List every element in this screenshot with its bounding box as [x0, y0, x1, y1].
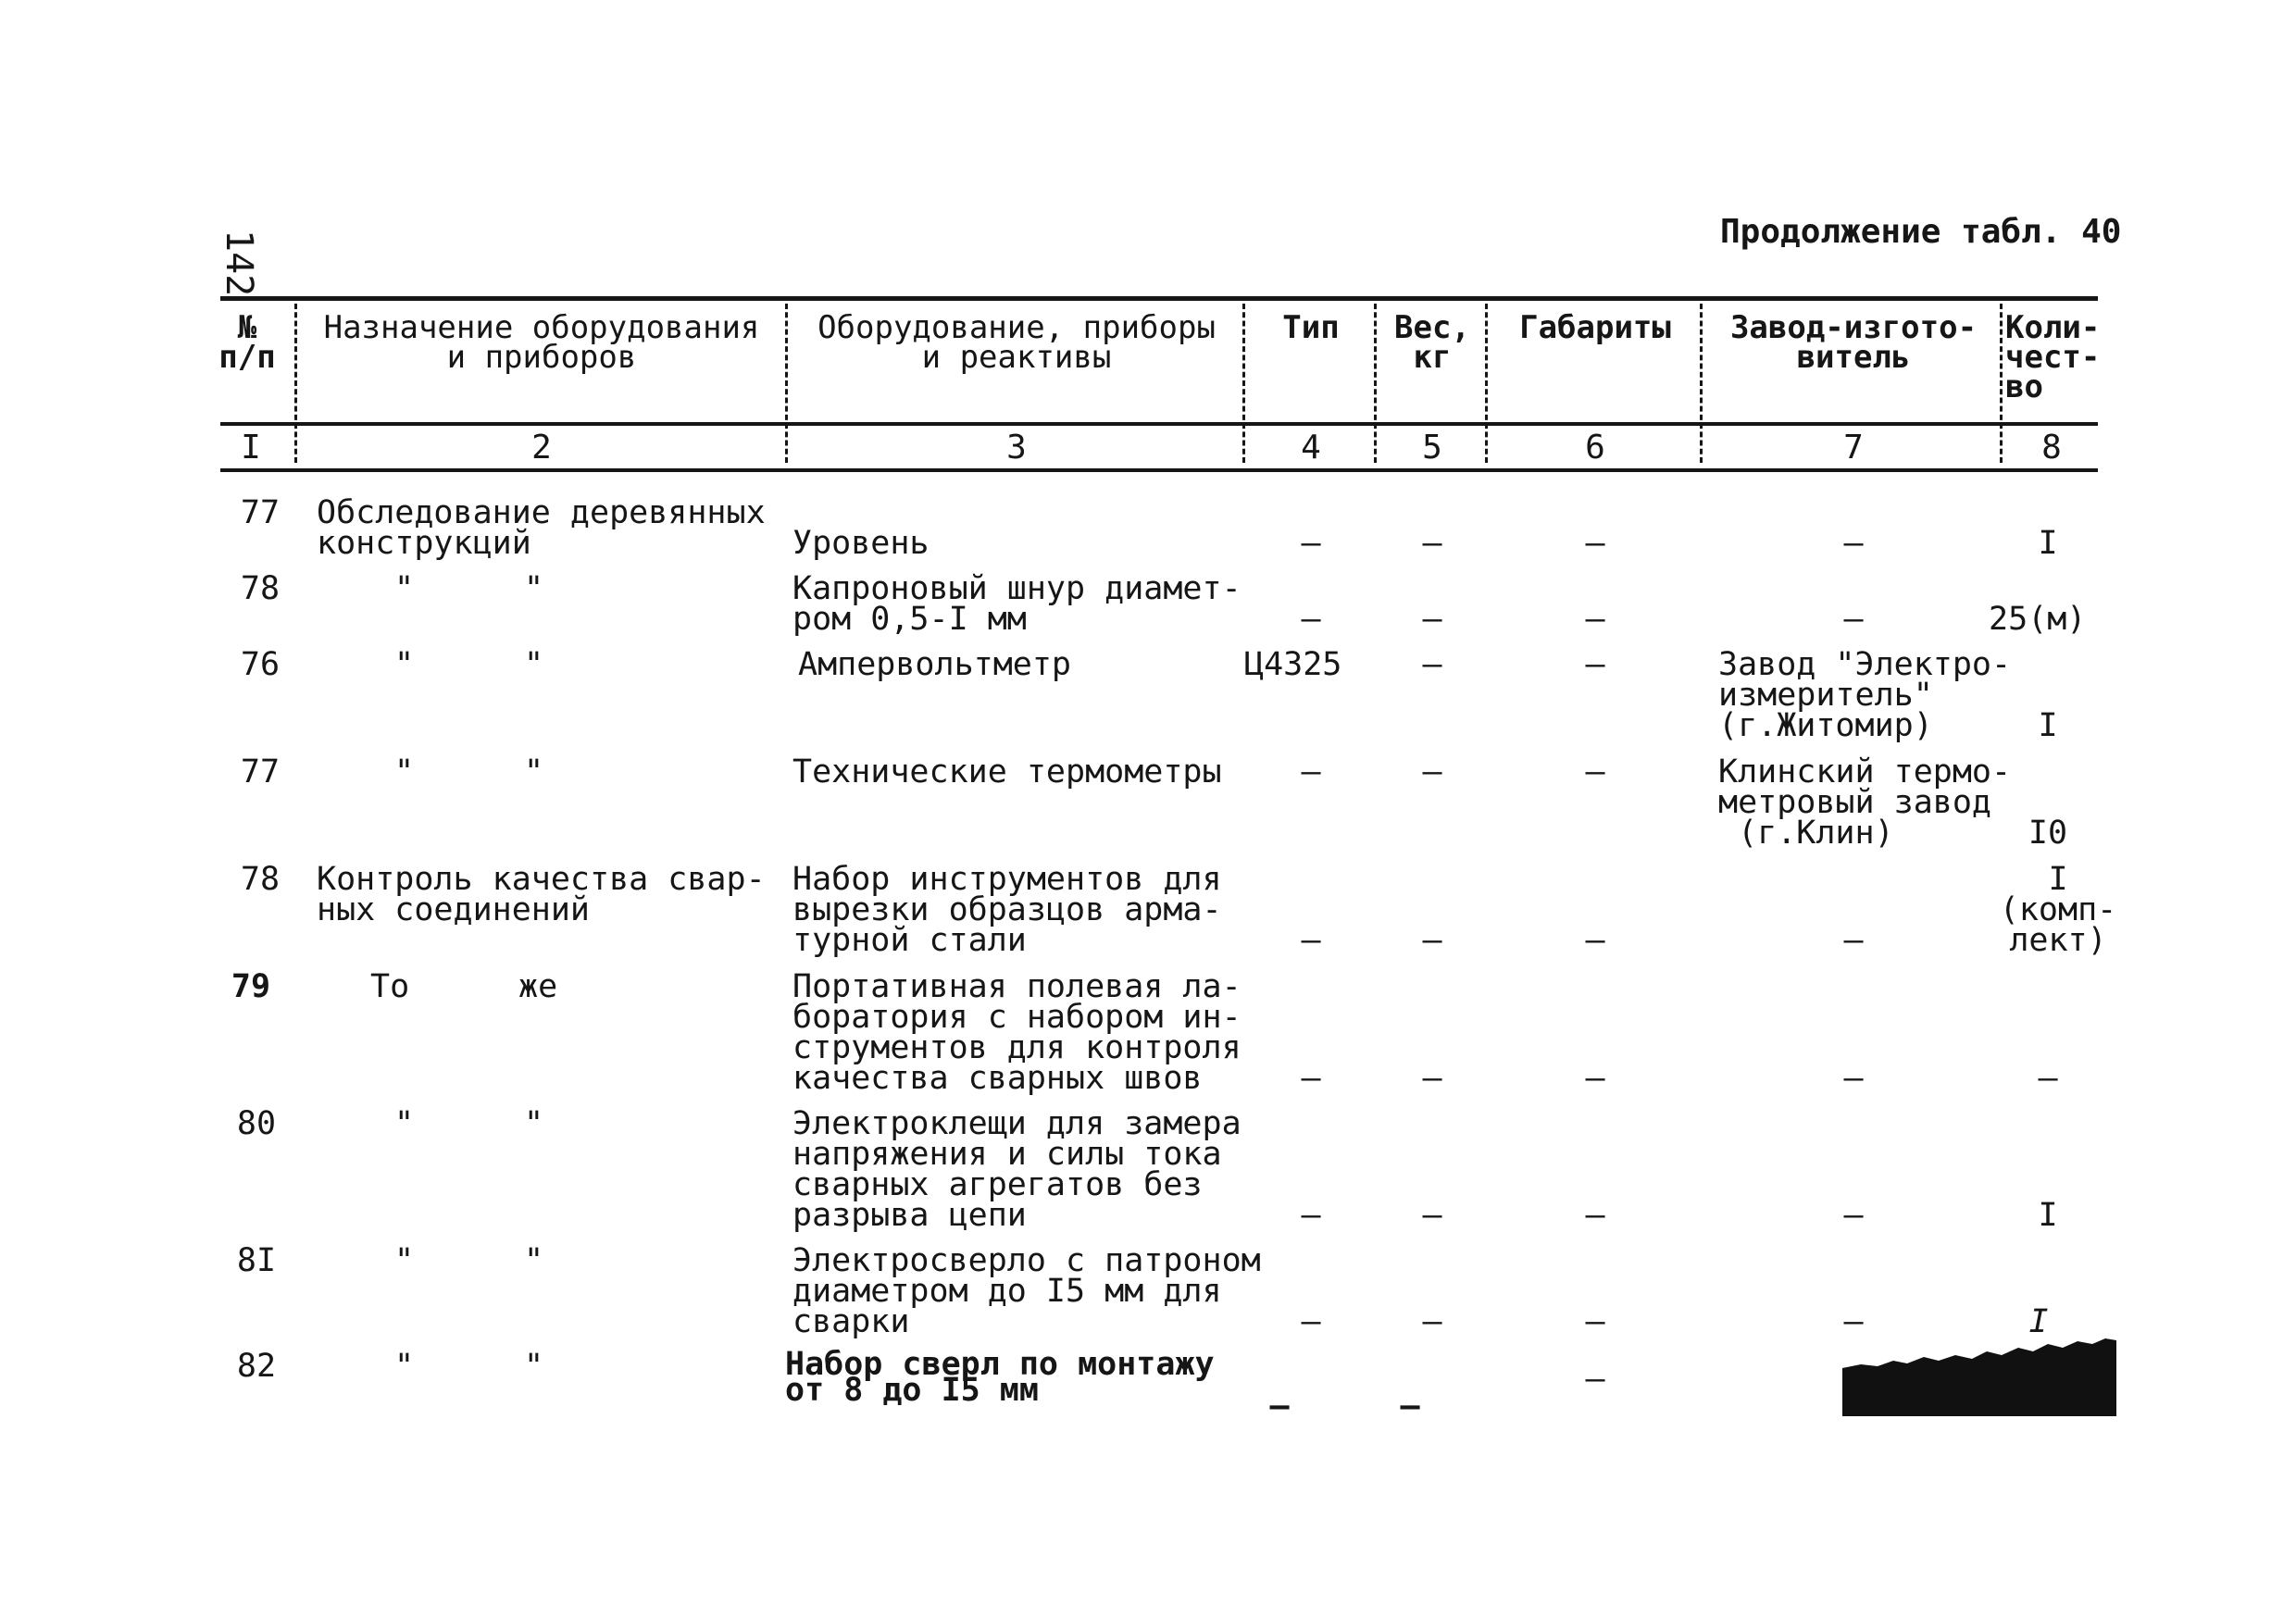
row-weight: –: [1422, 1303, 1442, 1340]
row-equipment: Портативная полевая ла- боратория с набором ин- струментов для контроля качества сварных швов: [792, 968, 1242, 1097]
table-top-rule: [220, 296, 2098, 301]
column-separator: [785, 304, 788, 463]
row-manufacturer: –: [1843, 1197, 1864, 1234]
row-dimensions: –: [1585, 1361, 1605, 1398]
row-purpose-ditto: ": [394, 1348, 415, 1385]
row-purpose: Обследование деревянных конструкций: [317, 494, 766, 562]
column-number: 3: [1006, 429, 1027, 467]
column-number: 6: [1585, 429, 1605, 467]
column-number: 4: [1301, 429, 1321, 467]
row-purpose-ditto: ": [394, 1242, 415, 1279]
column-number: I: [241, 429, 261, 467]
row-number: 76: [240, 646, 281, 683]
row-weight: –: [1422, 646, 1442, 683]
row-equipment: Уровень: [792, 525, 930, 562]
header-quantity: Коли- чест- во: [2005, 309, 2101, 405]
row-purpose-ditto: ": [524, 753, 544, 790]
row-number: 77: [240, 753, 281, 790]
row-purpose-ditto: ": [524, 1348, 544, 1385]
row-weight: –: [1422, 601, 1442, 638]
column-separator: [1374, 304, 1377, 463]
column-number: 2: [531, 429, 552, 467]
ink-blot: [1842, 1338, 2116, 1416]
row-type: Ц4325: [1244, 646, 1342, 683]
row-quantity: –: [2038, 1060, 2058, 1097]
row-purpose: Контроль качества свар- ных соединений: [317, 861, 766, 928]
row-number: 82: [236, 1348, 277, 1385]
row-manufacturer: Клинский термо- метровый завод (г.Клин): [1718, 753, 2012, 852]
header-equipment: Оборудование, приборы и реактивы: [817, 309, 1216, 376]
row-type: –: [1269, 1388, 1290, 1425]
row-purpose-ditto: ": [524, 1105, 544, 1142]
row-manufacturer: –: [1843, 601, 1864, 638]
row-number: 8I: [236, 1242, 277, 1279]
row-dimensions: –: [1585, 525, 1605, 562]
row-number: 77: [240, 494, 281, 531]
header-purpose: Назначение оборудования и приборов: [323, 309, 760, 376]
row-type: –: [1301, 1060, 1321, 1097]
header-weight: Вес, кг: [1394, 309, 1470, 376]
row-type: –: [1301, 601, 1321, 638]
column-number: 8: [2041, 429, 2062, 467]
row-quantity: I0: [2028, 815, 2068, 852]
row-weight: –: [1422, 922, 1442, 959]
row-type: –: [1301, 753, 1321, 790]
row-manufacturer: –: [1843, 1060, 1864, 1097]
row-purpose-ditto: ": [394, 646, 415, 683]
row-purpose-ditto: ": [394, 1105, 415, 1142]
row-number: 80: [236, 1105, 277, 1142]
row-dimensions: –: [1585, 646, 1605, 683]
table-caption: Продолжение табл. 40: [1720, 213, 2122, 251]
row-purpose-ditto: ": [394, 570, 415, 607]
header-number: № п/п: [218, 309, 276, 376]
row-equipment: Технические термометры: [792, 753, 1222, 790]
row-quantity: I: [2028, 1303, 2049, 1340]
page-number: 142: [218, 230, 260, 297]
row-purpose-ditto: То: [370, 968, 410, 1005]
row-purpose-ditto: же: [518, 968, 558, 1005]
column-numbers-rule: [220, 468, 2098, 472]
row-weight: –: [1422, 525, 1442, 562]
row-dimensions: –: [1585, 1197, 1605, 1234]
column-separator: [294, 304, 297, 463]
row-type: –: [1301, 1303, 1321, 1340]
row-equipment: Ампервольтметр: [798, 646, 1072, 683]
row-quantity: I: [2038, 525, 2058, 562]
row-equipment: Электросверло с патроном диаметром до I5 мм для сварки: [792, 1242, 1261, 1340]
row-quantity: I: [2038, 707, 2058, 744]
row-weight: –: [1422, 1197, 1442, 1234]
row-manufacturer: –: [1843, 922, 1864, 959]
row-manufacturer: –: [1843, 1303, 1864, 1340]
row-weight: –: [1400, 1388, 1420, 1425]
column-separator: [1242, 304, 1245, 463]
row-purpose-ditto: ": [524, 570, 544, 607]
row-purpose-ditto: ": [394, 753, 415, 790]
header-bottom-rule: [220, 422, 2098, 426]
header-manufacturer: Завод-изгото- витель: [1729, 309, 1978, 376]
row-quantity: 25(м): [1989, 601, 2087, 638]
row-equipment: Капроновый шнур диамет- ром 0,5-I мм: [792, 570, 1242, 638]
row-dimensions: –: [1585, 922, 1605, 959]
column-number: 7: [1843, 429, 1864, 467]
row-number: 78: [240, 570, 281, 607]
row-dimensions: –: [1585, 1060, 1605, 1097]
row-equipment: Набор инструментов для вырезки образцов арма- турной стали: [792, 861, 1222, 959]
row-dimensions: –: [1585, 1303, 1605, 1340]
row-manufacturer: –: [1843, 525, 1864, 562]
row-equipment: Электроклещи для замера напряжения и силы тока сварных агрегатов без разрыва цепи: [792, 1105, 1242, 1234]
header-dimensions: Габариты: [1519, 309, 1671, 346]
row-dimensions: –: [1585, 601, 1605, 638]
row-type: –: [1301, 1197, 1321, 1234]
column-separator: [1485, 304, 1488, 463]
row-dimensions: –: [1585, 753, 1605, 790]
row-manufacturer: Завод "Электро- измеритель" (г.Житомир): [1718, 646, 2012, 744]
header-type: Тип: [1282, 309, 1340, 346]
row-number: 78: [240, 861, 281, 898]
row-purpose-ditto: ": [524, 646, 544, 683]
row-equipment: Набор сверл по монтажу от 8 до I5 мм: [785, 1346, 1215, 1409]
row-weight: –: [1422, 1060, 1442, 1097]
row-weight: –: [1422, 753, 1442, 790]
column-number: 5: [1422, 429, 1442, 467]
column-separator: [2000, 304, 2003, 463]
column-separator: [1700, 304, 1703, 463]
row-quantity: I (комп- лект): [1999, 861, 2117, 959]
row-quantity: I: [2038, 1197, 2058, 1234]
row-purpose-ditto: ": [524, 1242, 544, 1279]
row-number: 79: [231, 968, 271, 1005]
row-type: –: [1301, 922, 1321, 959]
row-type: –: [1301, 525, 1321, 562]
